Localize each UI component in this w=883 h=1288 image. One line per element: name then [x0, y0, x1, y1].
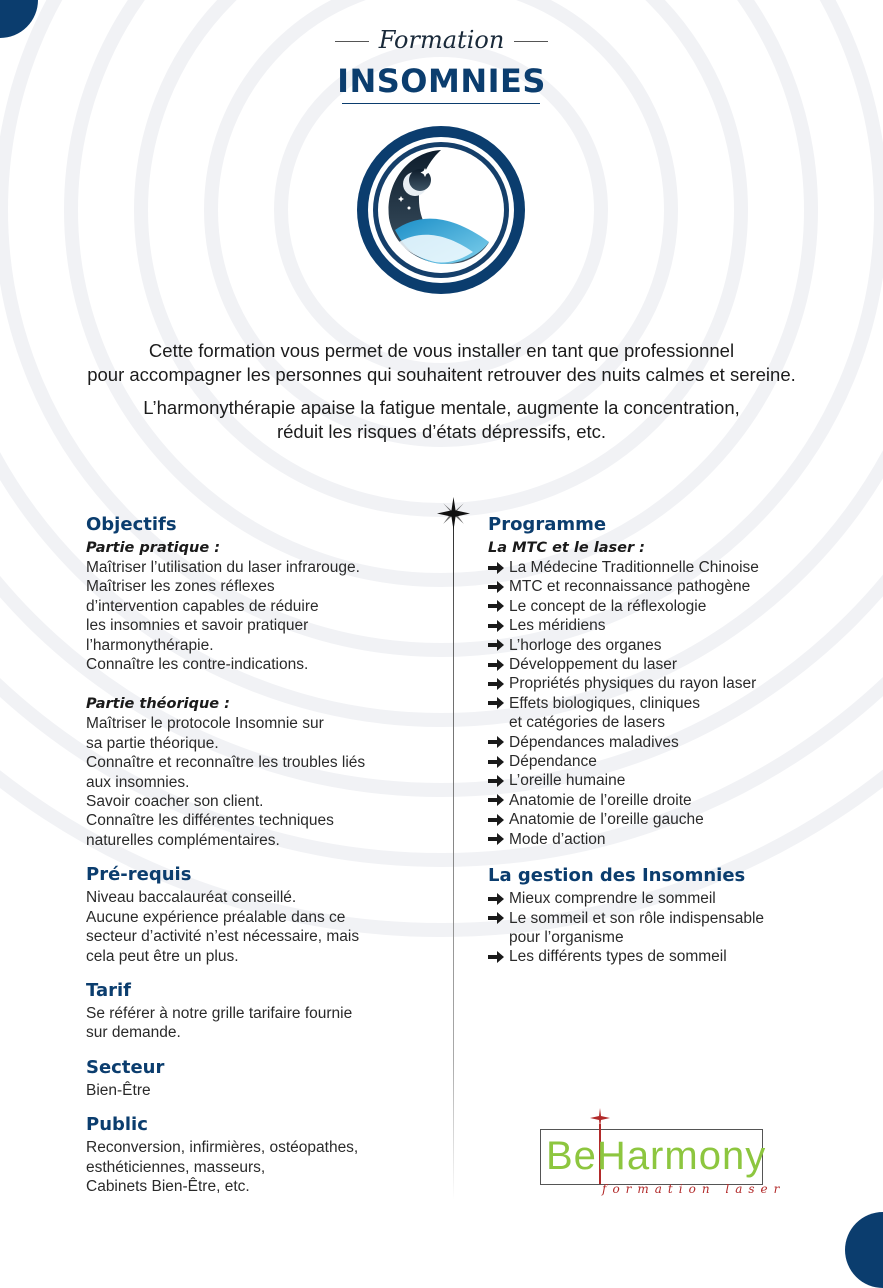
prerequis-heading: Pré-requis	[86, 864, 192, 886]
list-item-text	[509, 597, 706, 616]
list-item-text	[509, 616, 606, 635]
list-item	[488, 733, 828, 752]
list-item-text	[509, 636, 662, 655]
arrow-right-icon	[488, 694, 506, 713]
list-item-text	[509, 674, 756, 693]
list-item-text	[509, 771, 625, 790]
beharmony-logo	[540, 1108, 786, 1200]
text-line: Connaître et reconnaître les troubles liés	[86, 754, 366, 772]
secteur-heading: Secteur	[86, 1056, 165, 1078]
arrow-right-icon	[488, 889, 506, 908]
list-item	[488, 791, 828, 810]
text-line: Reconversion, infirmières, ostéopathes,	[86, 1139, 359, 1157]
arrow-right-icon	[488, 733, 506, 752]
list-item-line: Mode d’action	[509, 830, 606, 848]
list-item	[488, 674, 828, 693]
list-item	[488, 771, 828, 790]
text-line: naturelles complémentaires.	[86, 831, 280, 849]
sparkle-star-icon	[437, 497, 470, 530]
arrow-right-icon	[488, 830, 506, 849]
list-item	[488, 909, 828, 948]
text-line: Savoir coacher son client.	[86, 793, 264, 811]
list-item	[488, 597, 828, 616]
list-item-line: et catégories de lasers	[509, 714, 665, 732]
intro-line: L’harmonythérapie apaise la fatigue mentale, augmente la concentration,	[143, 397, 740, 418]
list-item-text	[509, 810, 704, 829]
text-line: Connaître les différentes techniques	[86, 812, 334, 830]
arrow-right-icon	[488, 947, 506, 966]
text-line: d’intervention capables de réduire	[86, 597, 319, 615]
list-item-line: Anatomie de l’oreille gauche	[509, 811, 704, 829]
list-item-text	[509, 655, 677, 674]
list-item-line: La Médecine Traditionnelle Chinoise	[509, 559, 759, 576]
text-line: sur demande.	[86, 1024, 181, 1042]
list-item-line: Le sommeil et son rôle indispensable	[509, 909, 765, 927]
tarif-heading: Tarif	[86, 979, 131, 1001]
arrow-right-icon	[488, 655, 506, 674]
list-item-line: pour l’organisme	[509, 928, 624, 946]
intro-paragraph-1	[40, 339, 843, 387]
column-divider	[453, 500, 454, 1200]
gestion-heading: La gestion des Insomnies	[488, 865, 746, 887]
text-line: aux insomnies.	[86, 773, 190, 791]
text-line: Aucune expérience préalable dans ce	[86, 908, 346, 926]
text-line: cela peut être un plus.	[86, 947, 239, 965]
list-item-text	[509, 558, 759, 577]
list-item	[488, 810, 828, 829]
intro-line: réduit les risques d’états dépressifs, etc.	[276, 421, 607, 442]
left-column	[86, 512, 431, 1196]
intro-paragraph-2	[40, 396, 843, 444]
list-item	[488, 636, 828, 655]
list-item	[488, 616, 828, 635]
list-item	[488, 694, 828, 733]
title-kicker: Formation	[0, 26, 883, 54]
arrow-right-icon	[488, 616, 506, 635]
mtc-laser-label: La MTC et le laser :	[488, 540, 645, 556]
list-item-line: Les différents types de sommeil	[509, 948, 727, 966]
arrow-right-icon	[488, 558, 506, 577]
list-item-text	[509, 577, 750, 596]
text-line: les insomnies et savoir pratiquer	[86, 617, 309, 635]
list-item-line: Propriétés physiques du rayon laser	[509, 675, 757, 693]
list-item-line: Dépendances maladives	[509, 733, 679, 751]
list-item	[488, 558, 828, 577]
programme-heading: Programme	[488, 514, 607, 535]
text-line: esthéticiennes, masseurs,	[86, 1158, 266, 1176]
arrow-right-icon	[488, 597, 506, 616]
list-item-text	[509, 752, 597, 771]
partie-pratique-label: Partie pratique :	[86, 540, 221, 556]
arrow-right-icon	[488, 577, 506, 596]
list-item-text	[509, 909, 764, 948]
arrow-right-icon	[488, 752, 506, 771]
text-line: secteur d’activité n’est nécessaire, mais	[86, 928, 360, 946]
list-item-line: Mieux comprendre le sommeil	[509, 890, 716, 908]
text-line: Maîtriser le protocole Insomnie sur	[86, 715, 324, 733]
list-item-line: Le concept de la réflexologie	[509, 597, 707, 615]
text-line: sa partie théorique.	[86, 734, 219, 752]
theorique-lines	[86, 714, 431, 850]
text-line: Bien-Être	[86, 1081, 151, 1099]
list-item-text	[509, 733, 679, 752]
arrow-right-icon	[488, 771, 506, 790]
moon-emblem-icon	[355, 124, 527, 296]
list-item-line: L’horloge des organes	[509, 636, 662, 654]
list-item-text	[509, 791, 692, 810]
list-item-text	[509, 947, 727, 966]
text-line: l’harmonythérapie.	[86, 636, 214, 654]
list-item-line: Anatomie de l’oreille droite	[509, 791, 692, 809]
intro-line: Cette formation vous permet de vous installer en tant que professionnel	[148, 340, 735, 361]
arrow-right-icon	[488, 674, 506, 693]
list-item-text	[509, 889, 716, 908]
list-item	[488, 655, 828, 674]
text-line: Connaître les contre-indications.	[86, 656, 309, 674]
title-underline	[342, 103, 540, 104]
programme-list	[488, 558, 828, 849]
public-heading: Public	[86, 1114, 148, 1136]
objectifs-heading: Objectifs	[86, 514, 177, 535]
arrow-right-icon	[488, 636, 506, 655]
list-item	[488, 752, 828, 771]
list-item-line: MTC et reconnaissance pathogène	[509, 578, 751, 596]
laser-star-icon	[590, 1108, 610, 1128]
list-item-text	[509, 830, 606, 849]
list-item	[488, 830, 828, 849]
list-item-line: Développement du laser	[509, 656, 678, 674]
intro-line: pour accompagner les personnes qui souhaitent retrouver des nuits calmes et sereine.	[87, 364, 796, 385]
text-line: Se référer à notre grille tarifaire fournie	[86, 1004, 353, 1022]
text-line: Cabinets Bien-Être, etc.	[86, 1177, 250, 1195]
right-column	[488, 512, 828, 967]
arrow-right-icon	[488, 909, 506, 928]
list-item-text	[509, 694, 700, 733]
pratique-lines	[86, 558, 431, 674]
gestion-list	[488, 889, 828, 967]
brand-tagline: formation laser	[602, 1182, 786, 1196]
list-item-line: Dépendance	[509, 753, 597, 771]
text-line: Niveau baccalauréat conseillé.	[86, 889, 297, 907]
list-item	[488, 889, 828, 908]
list-item-line: Les méridiens	[509, 617, 606, 635]
text-line: Maîtriser l’utilisation du laser infrarouge.	[86, 559, 360, 576]
arrow-right-icon	[488, 810, 506, 829]
list-item	[488, 577, 828, 596]
list-item-line: Effets biologiques, cliniques	[509, 694, 701, 712]
arrow-right-icon	[488, 791, 506, 810]
list-item-line: L’oreille humaine	[509, 772, 626, 790]
brand-name: BeHarmony	[546, 1134, 767, 1178]
list-item	[488, 947, 828, 966]
partie-theorique-label: Partie théorique :	[86, 696, 230, 713]
page-title: INSOMNIES	[337, 62, 546, 100]
text-line: Maîtriser les zones réflexes	[86, 578, 275, 596]
